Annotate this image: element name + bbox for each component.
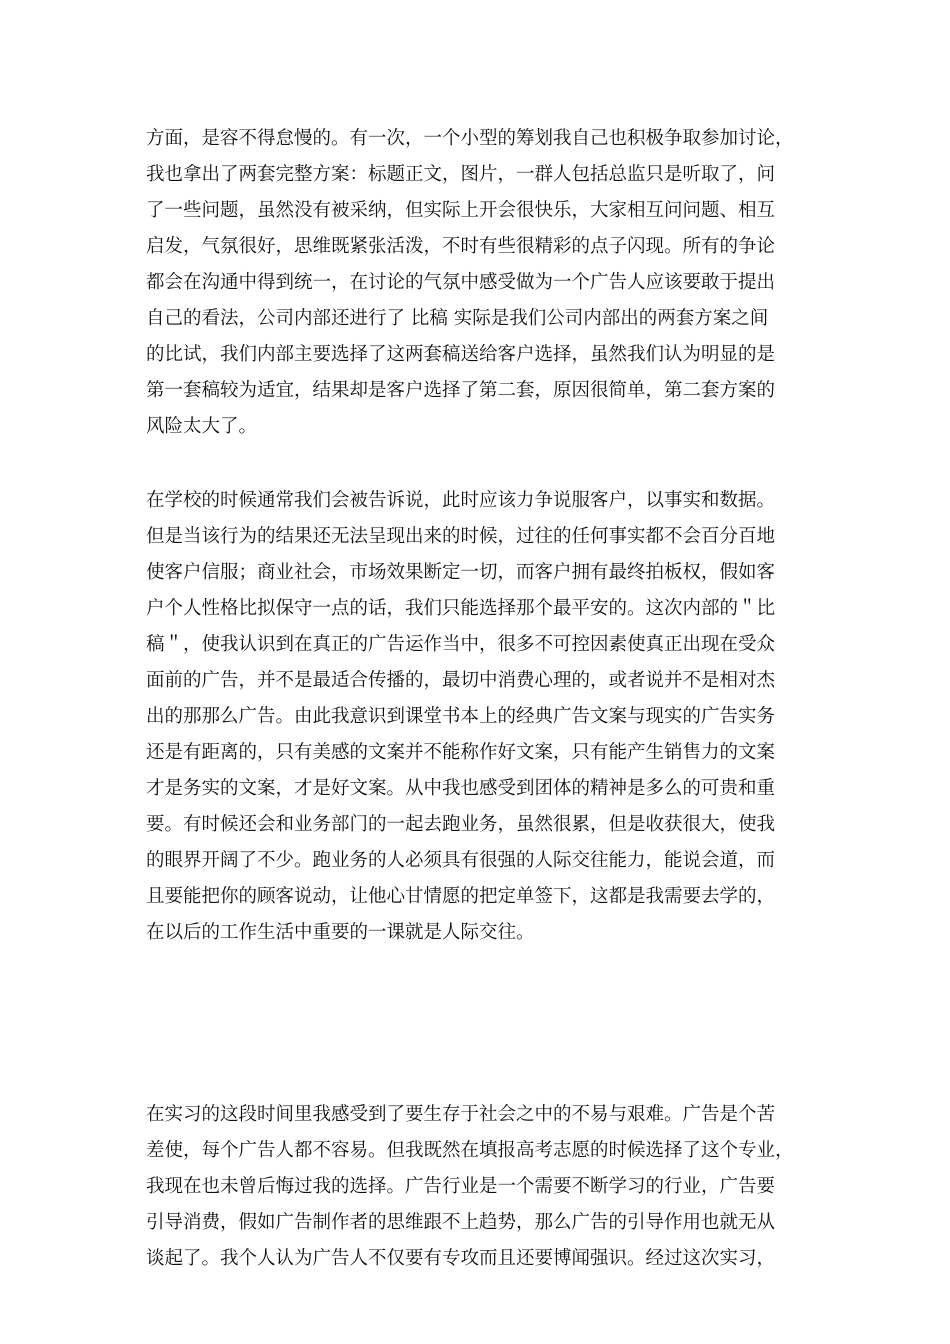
text-line: 方面，是容不得怠慢的。有一次，一个小型的筹划我自己也积极争取参加讨论， <box>146 128 794 149</box>
text-line: 使客户信服；商业社会，市场效果断定一切，而客户拥有最终拍板权，假如客 <box>146 562 776 583</box>
text-line: 才是务实的文案，才是好文案。从中我也感受到团体的精神是多么的可贵和重 <box>146 778 776 799</box>
text-line: 我也拿出了两套完整方案：标题正文，图片，一群人包括总监只是听取了，问 <box>146 164 776 185</box>
text-line: 差使，每个广告人都不容易。但我既然在填报高考志愿的时候选择了这个专业， <box>146 1140 794 1161</box>
text-line: 了一些问题，虽然没有被采纳，但实际上开会很快乐，大家相互问问题、相互 <box>146 200 776 221</box>
text-line: 谈起了。我个人认为广告人不仅要有专攻而且还要博闻强识。经过这次实习， <box>146 1248 776 1269</box>
text-line: 在以后的工作生活中重要的一课就是人际交往。 <box>146 922 535 943</box>
paragraph-2 <box>146 483 816 951</box>
text-line: 出的那那么广告。由此我意识到课堂书本上的经典广告文案与现实的广告实务 <box>146 706 776 727</box>
text-line: 但是当该行为的结果还无法呈现出来的时候，过往的任何事实都不会百分百地 <box>146 526 776 547</box>
text-line: 要。有时候还会和业务部门的一起去跑业务，虽然很累，但是收获很大，使我 <box>146 814 776 835</box>
text-line: 风险太大了。 <box>146 416 258 437</box>
text-line: 我现在也未曾后悔过我的选择。广告行业是一个需要不断学习的行业，广告要 <box>146 1176 776 1197</box>
paragraph-3 <box>146 1097 816 1277</box>
text-line: 引导消费，假如广告制作者的思维跟不上趋势，那么广告的引导作用也就无从 <box>146 1212 776 1233</box>
text-line: 启发，气氛很好，思维既紧张活泼，不时有些很精彩的点子闪现。所有的争论 <box>146 236 776 257</box>
text-line: 在学校的时候通常我们会被告诉说，此时应该力争说服客户，以事实和数据。 <box>146 490 776 511</box>
text-line: 面前的广告，并不是最适合传播的，最切中消费心理的，或者说并不是相对杰 <box>146 670 776 691</box>
text-line: 稿＂，使我认识到在真正的广告运作当中，很多不可控因素使真正出现在受众 <box>146 634 776 655</box>
paragraph-1 <box>146 121 816 445</box>
text-line: 自己的看法，公司内部还进行了 比稿 实际是我们公司内部出的两套方案之间 <box>146 308 769 329</box>
text-line: 的比试，我们内部主要选择了这两套稿送给客户选择，虽然我们认为明显的是 <box>146 344 776 365</box>
text-line: 在实习的这段时间里我感受到了要生存于社会之中的不易与艰难。广告是个苦 <box>146 1104 776 1125</box>
text-line: 户个人性格比拟保守一点的话，我们只能选择那个最平安的。这次内部的＂比 <box>146 598 776 619</box>
text-line: 的眼界开阔了不少。跑业务的人必须具有很强的人际交往能力，能说会道，而 <box>146 850 776 871</box>
text-line: 还是有距离的，只有美感的文案并不能称作好文案，只有能产生销售力的文案 <box>146 742 776 763</box>
text-line: 第一套稿较为适宜，结果却是客户选择了第二套，原因很简单，第二套方案的 <box>146 380 776 401</box>
text-line: 都会在沟通中得到统一，在讨论的气氛中感受做为一个广告人应该要敢于提出 <box>146 272 776 293</box>
text-line: 且要能把你的顾客说动，让他心甘情愿的把定单签下，这都是我需要去学的， <box>146 886 776 907</box>
